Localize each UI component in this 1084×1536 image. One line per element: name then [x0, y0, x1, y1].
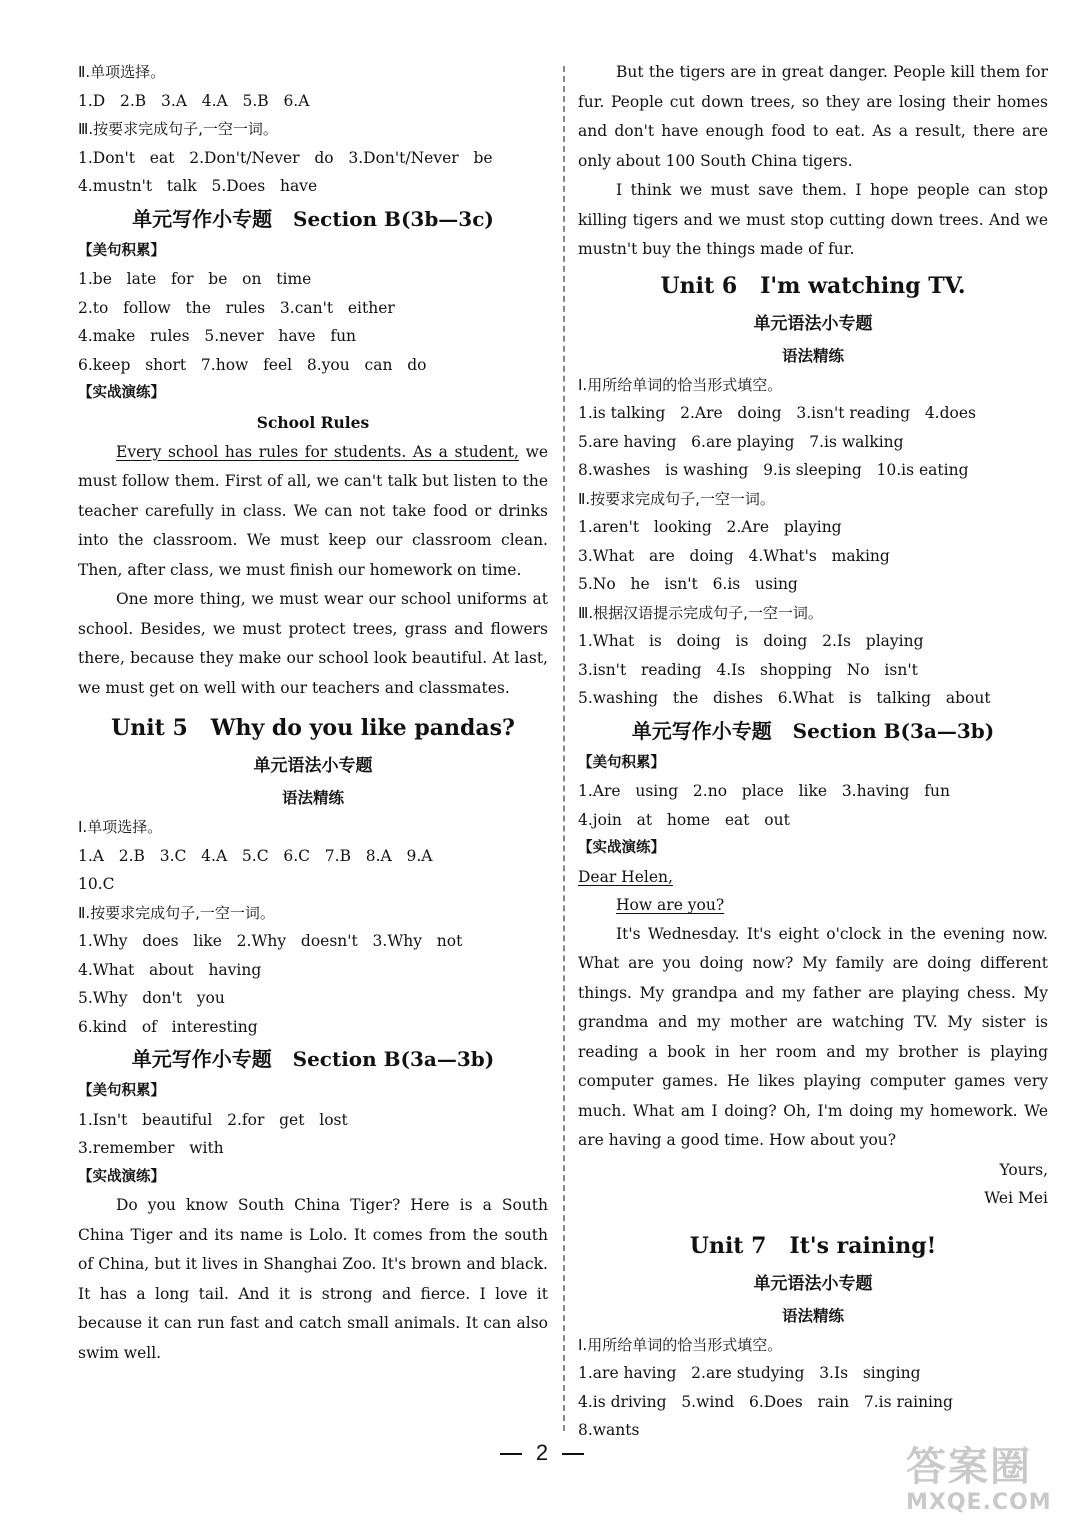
unit-title: Unit 6 I'm watching TV. — [660, 272, 966, 299]
answer-line: 3.isn't reading 4.Is shopping No isn't — [578, 660, 918, 679]
letter-greeting: Dear Helen, — [578, 867, 673, 886]
grammar-topic-heading: 单元语法小专题 — [253, 756, 373, 776]
answer-line: 1.Don't eat 2.Don't/Never do 3.Don't/Never be — [78, 148, 493, 167]
essay-paragraph: I think we must save them. I hope people can stop killing tigers and we must stop cutting down trees. And we mustn't buy the things made of fur. — [578, 181, 1048, 258]
answer-line: 5.No he isn't 6.is using — [578, 575, 798, 593]
letter-opening — [578, 891, 1048, 920]
dash-right — [562, 1453, 584, 1455]
answer-line: 1.Are using 2.no place like 3.having fun — [578, 782, 950, 800]
unit-title: Unit 5 Why do you like pandas? — [111, 715, 515, 741]
answer-line: 1.D 2.B 3.A 4.A 5.B 6.A — [78, 91, 310, 110]
writing-topic-heading: 单元写作小专题 Section B(3b—3c) — [132, 206, 494, 231]
section-heading: Ⅰ.单项选择。 — [78, 818, 163, 836]
section-heading: Ⅰ.用所给单词的恰当形式填空。 — [578, 375, 783, 394]
grammar-practice-heading: 语法精练 — [781, 1306, 844, 1325]
dash-left — [500, 1453, 522, 1455]
answer-line: 3.remember with — [78, 1139, 224, 1157]
grammar-topic-heading: 单元语法小专题 — [753, 1273, 873, 1294]
answer-line: 2.to follow the rules 3.can't either — [78, 298, 395, 317]
watermark-logo — [906, 1444, 1076, 1526]
answer-line: 4.make rules 5.never have fun — [78, 327, 357, 345]
shizhan-label: 【实战演练】 — [78, 1168, 165, 1185]
answer-line: 1.A 2.B 3.C 4.A 5.C 6.C 7.B 8.A 9.A — [78, 846, 433, 865]
answer-line: 8.wants — [578, 1421, 640, 1439]
left-column — [78, 58, 548, 1368]
answer-line: 1.Isn't beautiful 2.for get lost — [78, 1110, 348, 1129]
right-column — [578, 58, 1048, 1445]
answer-line: 1.be late for be on time — [78, 270, 312, 288]
writing-topic-heading: 单元写作小专题 Section B(3a—3b) — [131, 1047, 495, 1071]
letter-opening-text: How are you? — [616, 896, 725, 914]
essay-paragraph: One more thing, we must wear our school uniforms at school. Besides, we must protect trees, grass and flowers there, because they make our school look beautiful. At last, we must get on well with our teachers and classmates. — [78, 590, 548, 697]
watermark-cn: 答案圈 — [906, 1444, 1032, 1490]
page-number-text: 2 — [535, 1440, 549, 1465]
unit-title: Unit 7 It's raining! — [689, 1232, 937, 1259]
answer-line: 1.aren't looking 2.Are playing — [578, 518, 842, 536]
shizhan-label: 【实战演练】 — [78, 385, 165, 401]
answer-line: 4.What about having — [78, 960, 262, 979]
meiju-label: 【美句积累】 — [78, 242, 165, 259]
answer-line: 4.join at home eat out — [578, 810, 790, 829]
letter-closing: Yours, — [999, 1160, 1048, 1179]
answer-line: 5.washing the dishes 6.What is talking about — [578, 689, 991, 707]
essay-underlined-sentence: Every school has rules for students. As a student, — [116, 442, 519, 461]
column-divider — [563, 66, 565, 1431]
essay-title: School Rules — [256, 412, 370, 432]
answer-line: 10.C — [78, 875, 115, 893]
answer-line: 5.Why don't you — [78, 989, 225, 1007]
answer-line: 1.are having 2.are studying 3.Is singing — [578, 1364, 921, 1382]
answer-line: 4.mustn't talk 5.Does have — [78, 177, 318, 195]
section-heading: Ⅱ.按要求完成句子,一空一词。 — [78, 903, 275, 922]
letter-signature: Wei Mei — [984, 1189, 1048, 1207]
section-heading: Ⅰ.用所给单词的恰当形式填空。 — [578, 1335, 783, 1354]
answer-line: 5.are having 6.are playing 7.is walking — [578, 432, 904, 451]
answer-line: 1.What is doing is doing 2.Is playing — [578, 632, 924, 650]
section-heading: Ⅲ.根据汉语提示完成句子,一空一词。 — [578, 603, 823, 622]
grammar-practice-heading: 语法精练 — [281, 789, 344, 807]
shizhan-label: 【实战演练】 — [578, 840, 665, 856]
grammar-topic-heading: 单元语法小专题 — [753, 313, 873, 334]
answer-line: 3.What are doing 4.What's making — [578, 546, 890, 565]
essay-paragraph: Do you know South China Tiger? Here is a South China Tiger and its name is Lolo. It comes from the south of China, but it lives in Shanghai Zoo. It's brown and black. It has a long tail. And it is strong and fierce. I love it because it can run fast and catch small animals. It can also swim well. — [78, 1196, 548, 1362]
section-heading: Ⅲ.按要求完成句子,一空一词。 — [78, 120, 278, 138]
essay-text: we must follow them. First of all, we can't talk but listen to the teacher carefully in class. We can not take food or drinks into the classroom. We must keep our classroom clean. Then, after class, we must finish our homework on time. — [78, 442, 549, 579]
watermark-en: MXQE.COM — [906, 1490, 1052, 1515]
essay-paragraph: But the tigers are in great danger. People kill them for fur. People cut down trees, so they are losing their homes and don't have enough food to eat. As a result, there are only about 100 South China tigers. — [578, 63, 1048, 170]
answer-line: 8.washes is washing 9.is sleeping 10.is eating — [578, 461, 969, 479]
answer-line: 6.keep short 7.how feel 8.you can do — [78, 355, 427, 374]
letter-body: It's Wednesday. It's eight o'clock in the evening now. What are you doing now? My family are doing different things. My grandpa and my father are playing chess. My grandma and my mother are watching TV. My sister is reading a book in her room and my brother is playing computer games. He likes playing computer games very much. What am I doing? Oh, I'm doing my homework. We are having a good time. How about you? — [578, 924, 1048, 1149]
answer-line: 1.Why does like 2.Why doesn't 3.Why not — [78, 932, 463, 950]
answer-line: 1.is talking 2.Are doing 3.isn't reading 4.does — [578, 404, 976, 422]
meiju-label: 【美句积累】 — [78, 1083, 165, 1099]
answer-line: 6.kind of interesting — [78, 1017, 258, 1036]
answer-line: 4.is driving 5.wind 6.Does rain 7.is raining — [578, 1392, 953, 1411]
grammar-practice-heading: 语法精练 — [781, 346, 844, 365]
writing-topic-heading: 单元写作小专题 Section B(3a—3b) — [631, 718, 995, 743]
essay-paragraph — [78, 438, 548, 586]
section-heading: Ⅱ.按要求完成句子,一空一词。 — [578, 489, 775, 508]
section-heading: Ⅱ.单项选择。 — [78, 63, 166, 81]
meiju-label: 【美句积累】 — [578, 754, 665, 771]
